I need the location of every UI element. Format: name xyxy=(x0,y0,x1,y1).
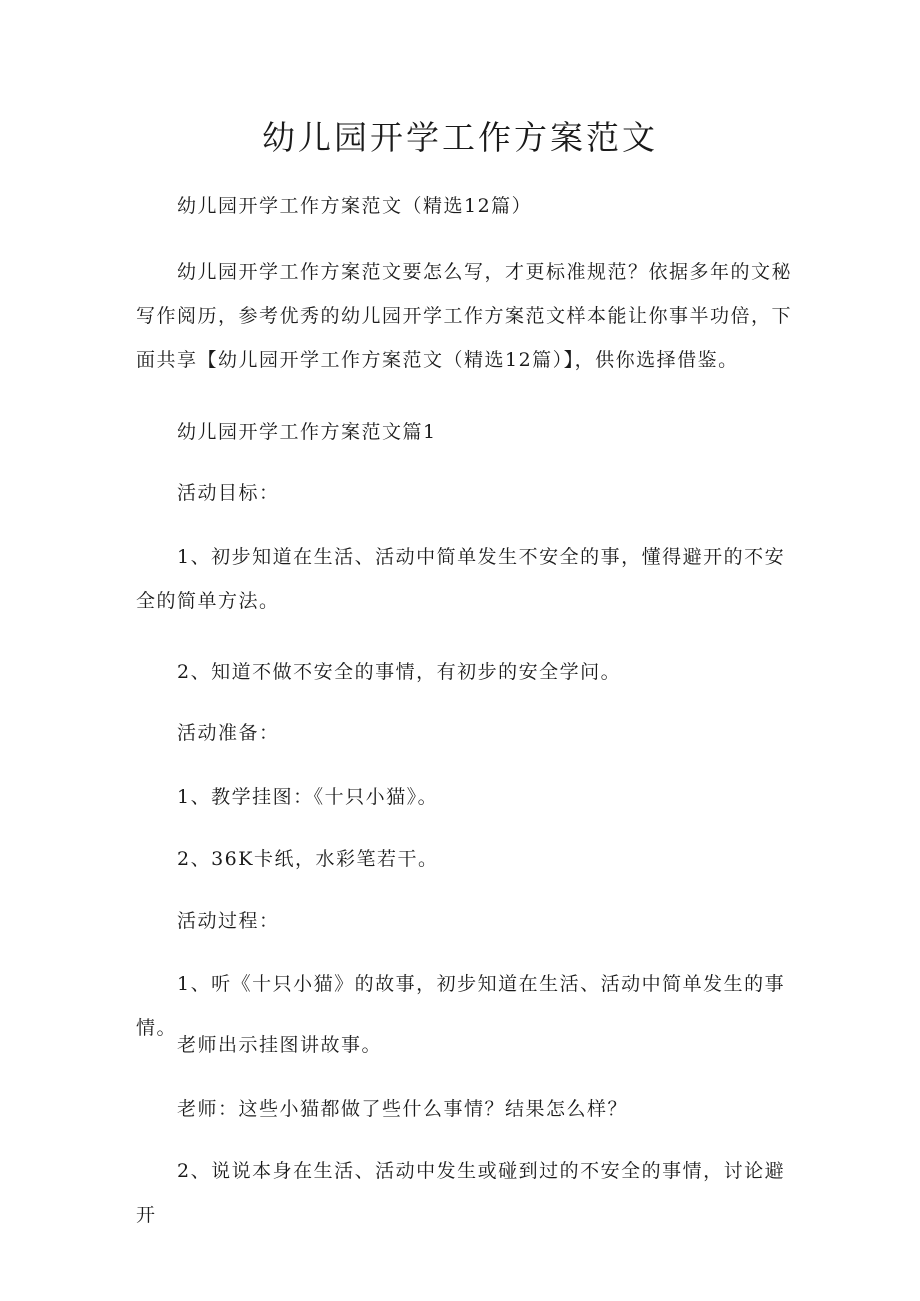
activity-preparation-heading: 活动准备： xyxy=(177,722,280,744)
teacher-question: 老师：这些小猫都做了些什么事情？结果怎么样？ xyxy=(177,1098,629,1120)
goal-item-1: 1、初步知道在生活、活动中简单发生不安全的事，懂得避开的不安全的简单方法。 xyxy=(136,546,786,612)
process-item-2: 2、说说本身在生活、活动中发生或碰到过的不安全的事情，讨论避开 xyxy=(136,1160,786,1226)
preparation-item-2: 2、36K卡纸，水彩笔若干。 xyxy=(177,848,439,870)
goal-item-2: 2、知道不做不安全的事情，有初步的安全学问。 xyxy=(177,661,622,683)
activity-process-heading: 活动过程： xyxy=(177,910,280,932)
document-title: 幼儿园开学工作方案范文 xyxy=(262,118,658,157)
process-note: 老师出示挂图讲故事。 xyxy=(177,1034,383,1056)
preparation-item-1: 1、教学挂图：《十只小猫》。 xyxy=(177,786,439,808)
subtitle-paragraph: 幼儿园开学工作方案范文（精选12篇） xyxy=(177,195,533,217)
section-heading: 幼儿园开学工作方案范文篇1 xyxy=(177,421,437,443)
intro-paragraph: 幼儿园开学工作方案范文要怎么写，才更标准规范？依据多年的文秘写作阅历，参考优秀的幼儿园开学工作方案范文样本能让你事半功倍，下面共享【幼儿园开学工作方案范文（精选12篇）】，供你选择借鉴。 xyxy=(136,261,793,371)
process-item-1: 1、听《十只小猫》的故事，初步知道在生活、活动中简单发生的事情。 xyxy=(136,973,786,1039)
activity-goals-heading: 活动目标： xyxy=(177,482,280,504)
